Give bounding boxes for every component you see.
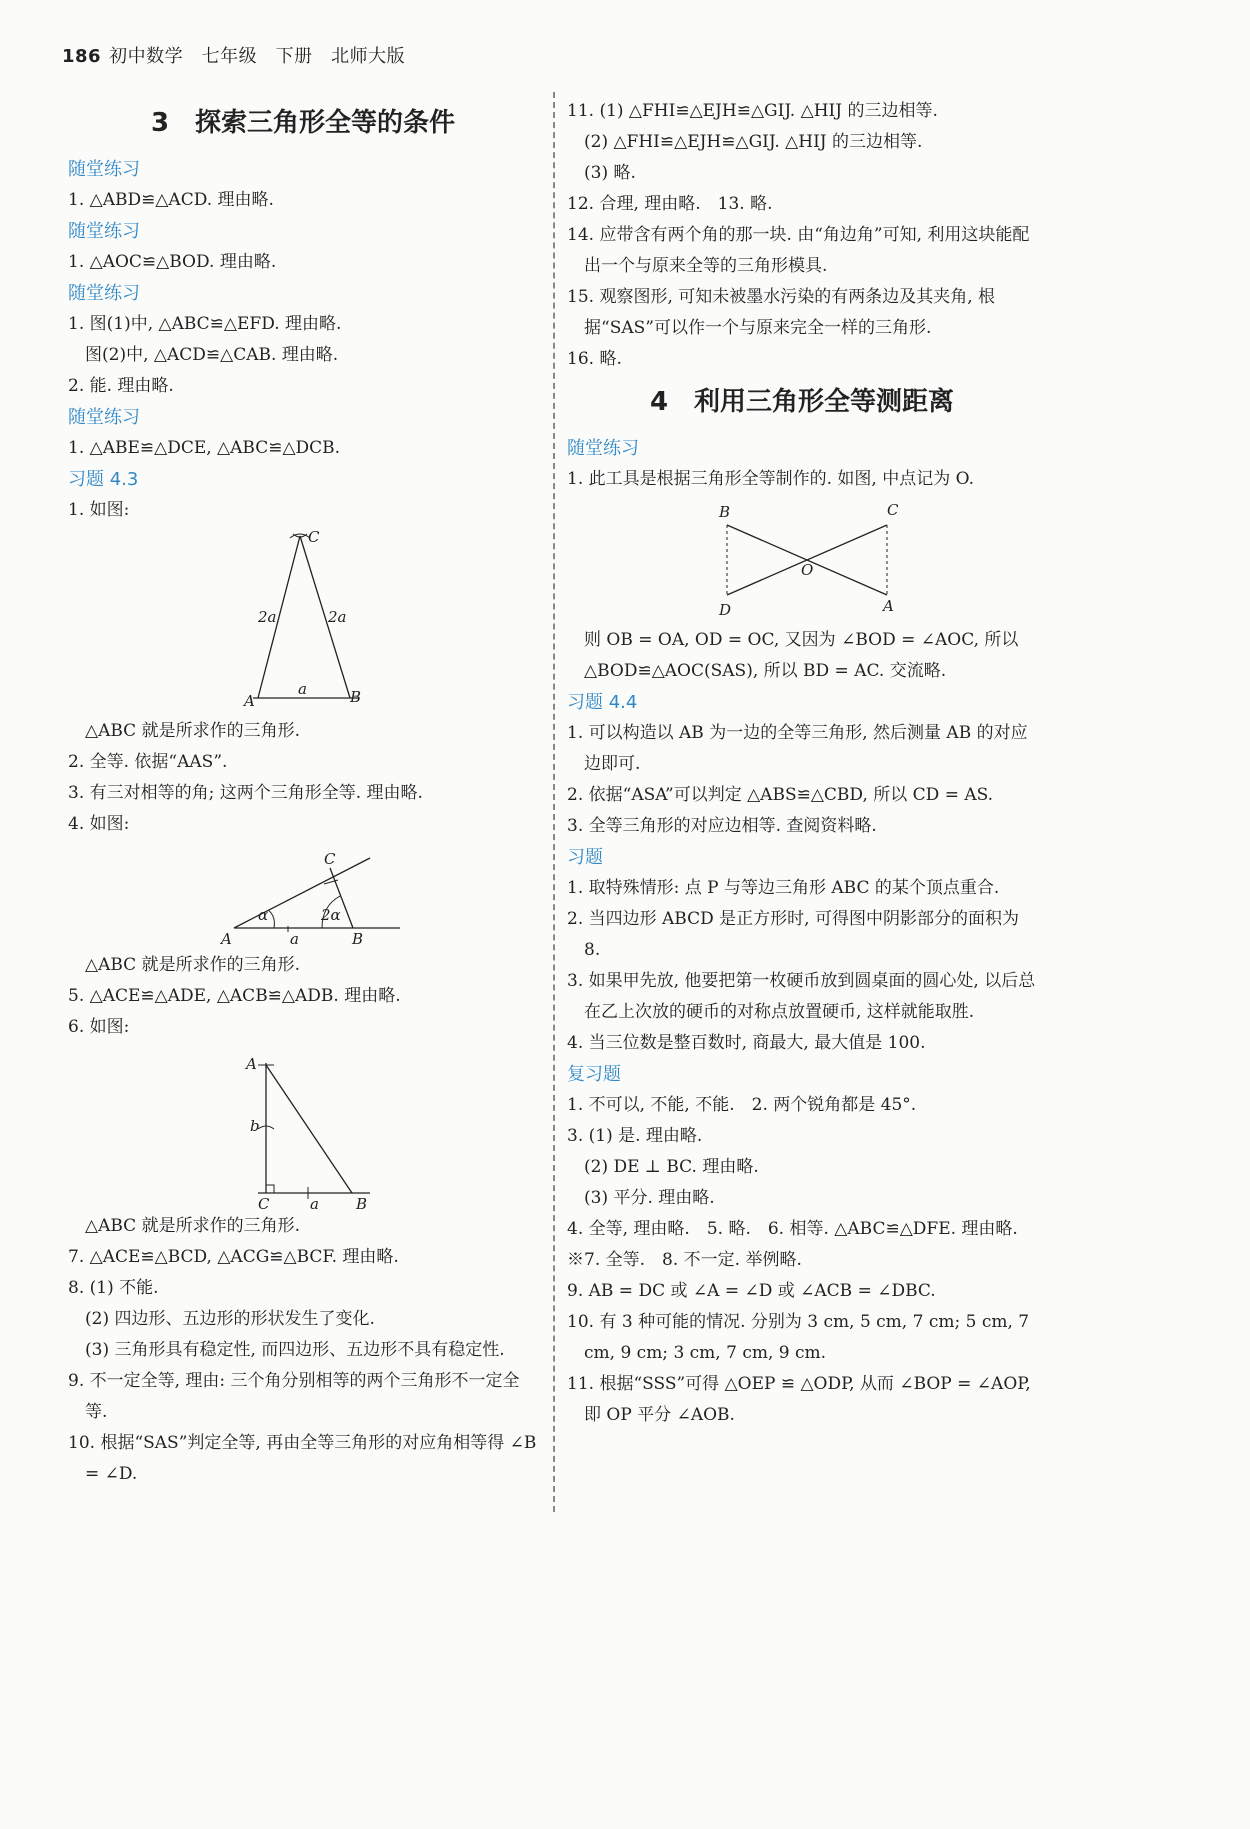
answer-line: (2) DE ⊥ BC. 理由略. bbox=[584, 1157, 759, 1177]
label-b: B bbox=[719, 503, 731, 521]
answer-line: 1. 不可以, 不能, 不能. 2. 两个锐角都是 45°. bbox=[567, 1095, 917, 1115]
subheading: 习题 4.4 bbox=[567, 692, 638, 713]
label-a-side: a bbox=[310, 1195, 319, 1211]
figure-4-svg bbox=[567, 495, 1037, 625]
answer-line: 2. 全等. 依据“AAS”. bbox=[68, 752, 228, 772]
answer-line: ※7. 全等. 8. 不一定. 举例略. bbox=[567, 1250, 802, 1270]
answer-line: 7. △ACE≌△BCD, △ACG≌△BCF. 理由略. bbox=[68, 1247, 399, 1267]
answer-line: 14. 应带含有两个角的那一块. 由“角边角”可知, 利用这块能配出一个与原来全等的三角形模具. bbox=[567, 225, 1030, 276]
answer-line: (3) 平分. 理由略. bbox=[584, 1188, 715, 1208]
answer-line: 8. (1) 不能. bbox=[68, 1278, 159, 1298]
label-b-side: b bbox=[250, 1117, 260, 1135]
label-b: B bbox=[352, 930, 364, 948]
answer-line: 3. 有三对相等的角; 这两个三角形全等. 理由略. bbox=[68, 783, 423, 803]
label-c: C bbox=[258, 1195, 270, 1211]
answer-line: (3) 三角形具有稳定性, 而四边形、五边形不具有稳定性. bbox=[85, 1340, 505, 1360]
label-a: A bbox=[221, 930, 232, 948]
label-a: A bbox=[246, 1055, 257, 1073]
subheading: 随堂练习 bbox=[68, 283, 140, 304]
answer-line: 1. 可以构造以 AB 为一边的全等三角形, 然后测量 AB 的对应边即可. bbox=[567, 723, 1028, 774]
answer-line: 6. 如图: bbox=[68, 1017, 130, 1037]
subheading: 习题 4.3 bbox=[68, 469, 139, 490]
answer-line: △ABC 就是所求作的三角形. bbox=[85, 721, 300, 741]
label-2a-right: 2a bbox=[328, 608, 347, 626]
section-3-title: 3 探索三角形全等的条件 bbox=[150, 108, 456, 138]
answer-line: 1. △ABD≌△ACD. 理由略. bbox=[68, 190, 274, 210]
column-divider bbox=[553, 92, 555, 1512]
answer-line: 3. 如果甲先放, 他要把第一枚硬币放到圆桌面的圆心处, 以后总在乙上次放的硬币的对称点放置硬币, 这样就能取胜. bbox=[567, 971, 1036, 1022]
answer-line: 1. △ABE≌△DCE, △ABC≌△DCB. bbox=[68, 438, 341, 458]
label-c: C bbox=[324, 850, 336, 868]
answer-line: △ABC 就是所求作的三角形. bbox=[85, 1216, 300, 1236]
answer-line: 16. 略. bbox=[567, 349, 622, 369]
answer-line: 3. (1) 是. 理由略. bbox=[567, 1126, 703, 1146]
answer-line: 9. 不一定全等, 理由: 三个角分别相等的两个三角形不一定全等. bbox=[68, 1371, 520, 1422]
answer-line: 11. 根据“SSS”可得 △OEP ≌ △ODP, 从而 ∠BOP = ∠AOP, 即 OP 平分 ∠AOB. bbox=[567, 1374, 1031, 1425]
answer-line: 10. 根据“SAS”判定全等, 再由全等三角形的对应角相等得 ∠B = ∠D. bbox=[68, 1433, 537, 1484]
answer-line: 5. △ACE≌△ADE, △ACB≌△ADB. 理由略. bbox=[68, 986, 401, 1006]
label-a: A bbox=[244, 692, 255, 710]
left-column bbox=[68, 96, 538, 1490]
answer-line: 图(2)中, △ACD≌△CAB. 理由略. bbox=[85, 345, 339, 365]
figure-1-svg bbox=[68, 526, 538, 716]
subheading: 随堂练习 bbox=[567, 438, 639, 459]
answer-line: 10. 有 3 种可能的情况. 分别为 3 cm, 5 cm, 7 cm; 5 cm, 7 cm, 9 cm; 3 cm, 7 cm, 9 cm. bbox=[567, 1312, 1030, 1363]
figure-3-svg bbox=[68, 1043, 538, 1211]
figure-angle-construction bbox=[68, 840, 538, 950]
answer-line: 4. 当三位数是整百数时, 商最大, 最大值是 100. bbox=[567, 1033, 926, 1053]
label-c: C bbox=[887, 501, 899, 519]
answer-line: (2) 四边形、五边形的形状发生了变化. bbox=[85, 1309, 375, 1329]
answer-line: 4. 全等, 理由略. 5. 略. 6. 相等. △ABC≌△DFE. 理由略. bbox=[567, 1219, 1018, 1239]
figure-measure-tool bbox=[567, 495, 1037, 625]
subheading: 随堂练习 bbox=[68, 407, 140, 428]
answer-line: (2) △FHI≌△EJH≌△GIJ. △HIJ 的三边相等. bbox=[584, 132, 923, 152]
answer-line: 2. 当四边形 ABCD 是正方形时, 可得图中阴影部分的面积为 8. bbox=[567, 909, 1019, 960]
side-ab bbox=[266, 1065, 352, 1193]
answer-line: 1. 如图: bbox=[68, 500, 130, 520]
answer-line: 1. 此工具是根据三角形全等制作的. 如图, 中点记为 O. bbox=[567, 469, 974, 489]
answer-line: 15. 观察图形, 可知未被墨水污染的有两条边及其夹角, 根据“SAS”可以作一个与原来完全一样的三角形. bbox=[567, 287, 996, 338]
right-angle-mark bbox=[266, 1185, 274, 1193]
answer-line: 9. AB = DC 或 ∠A = ∠D 或 ∠ACB = ∠DBC. bbox=[567, 1281, 936, 1301]
subheading: 复习题 bbox=[567, 1064, 621, 1085]
label-b: B bbox=[350, 688, 362, 706]
label-o: O bbox=[801, 561, 814, 579]
label-c: C bbox=[308, 528, 320, 546]
answer-line: 2. 能. 理由略. bbox=[68, 376, 174, 396]
page-header bbox=[62, 42, 405, 68]
subheading: 习题 bbox=[567, 847, 603, 868]
right-column bbox=[567, 96, 1037, 1431]
label-2alpha: 2α bbox=[321, 906, 341, 924]
book-info: 初中数学 七年级 下册 北师大版 bbox=[109, 46, 406, 67]
figure-2-svg bbox=[68, 840, 538, 950]
answer-line: (3) 略. bbox=[584, 163, 636, 183]
answer-line: 2. 依据“ASA”可以判定 △ABS≌△CBD, 所以 CD = AS. bbox=[567, 785, 994, 805]
label-alpha: α bbox=[258, 906, 269, 924]
arc-alpha bbox=[268, 910, 274, 928]
label-b: B bbox=[356, 1195, 368, 1211]
answer-line: 1. 取特殊情形: 点 P 与等边三角形 ABC 的某个顶点重合. bbox=[567, 878, 1000, 898]
answer-line: 1. △AOC≌△BOD. 理由略. bbox=[68, 252, 277, 272]
subheading: 随堂练习 bbox=[68, 159, 140, 180]
answer-line: 3. 全等三角形的对应边相等. 查阅资料略. bbox=[567, 816, 877, 836]
section-4-title: 4 利用三角形全等测距离 bbox=[649, 387, 955, 417]
answer-line: 则 OB = OA, OD = OC, 又因为 ∠BOD = ∠AOC, 所以 △BOD≌△AOC(SAS), 所以 BD = AC. 交流略. bbox=[584, 630, 1019, 681]
subheading: 随堂练习 bbox=[68, 221, 140, 242]
answer-line: 4. 如图: bbox=[68, 814, 130, 834]
label-a-base: a bbox=[298, 680, 307, 698]
page-number: 186 bbox=[62, 46, 102, 67]
label-a-base: a bbox=[290, 930, 299, 948]
answer-line: 11. (1) △FHI≌△EJH≌△GIJ. △HIJ 的三边相等. bbox=[567, 101, 938, 121]
figure-right-triangle bbox=[68, 1043, 538, 1211]
label-2a-left: 2a bbox=[258, 608, 277, 626]
answer-line: △ABC 就是所求作的三角形. bbox=[85, 955, 300, 975]
answer-line: 12. 合理, 理由略. 13. 略. bbox=[567, 194, 773, 214]
answer-line: 1. 图(1)中, △ABC≌△EFD. 理由略. bbox=[68, 314, 342, 334]
label-d: D bbox=[719, 601, 732, 619]
label-a: A bbox=[883, 597, 894, 615]
figure-isosceles-triangle bbox=[68, 526, 538, 716]
